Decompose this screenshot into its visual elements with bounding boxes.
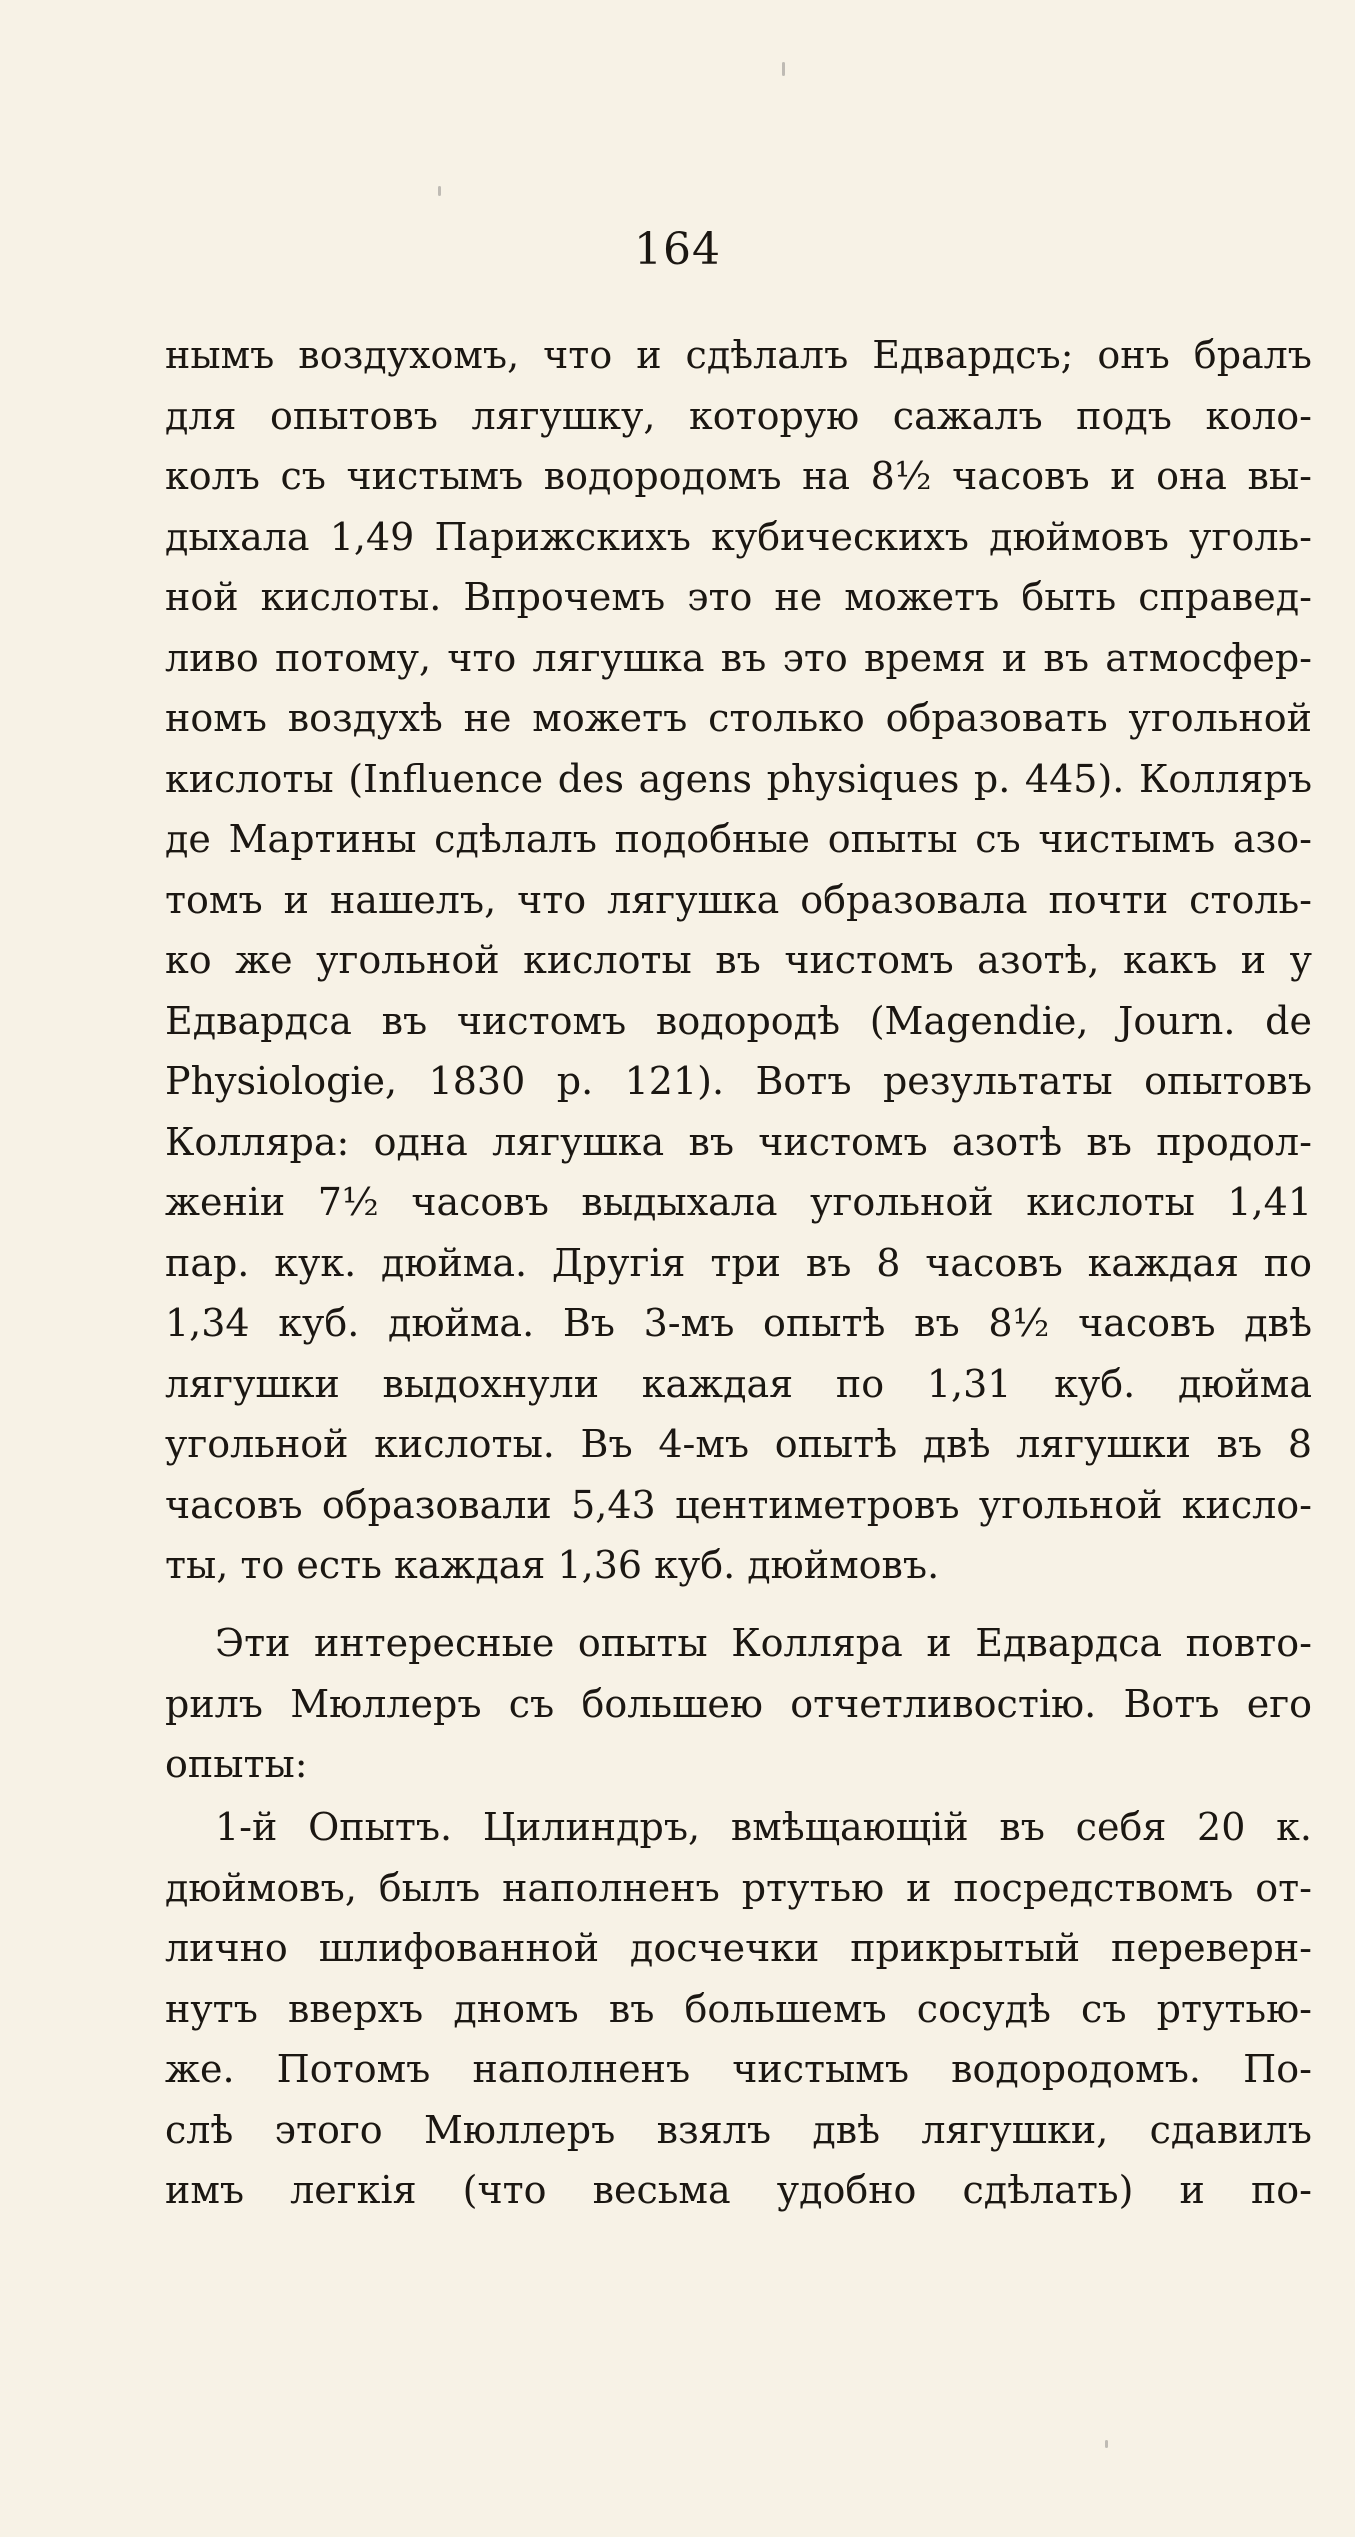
text-line: же. Потомъ наполненъ чистымъ водородомъ. По- [165, 2047, 1312, 2091]
text-line: часовъ образовали 5,43 центиметровъ угольной кисло- [165, 1482, 1312, 1527]
text-line: томъ и нашелъ, что лягушка образовала почти столь- [165, 877, 1312, 922]
text-line: 1,34 куб. дюйма. Въ 3-мъ опытѣ въ 8½ часовъ двѣ [165, 1301, 1312, 1345]
text-line: рилъ Мюллеръ съ большею отчетливостію. Вотъ его [165, 1681, 1312, 1726]
paragraph-2 [165, 1613, 1312, 1795]
text-line: Колляра: одна лягушка въ чистомъ азотѣ въ продол- [165, 1119, 1312, 1164]
text-line: дюймовъ, былъ наполненъ ртутью и посредствомъ от- [165, 1865, 1312, 1910]
text-line: 1-й Опытъ. Цилиндръ, вмѣщающій въ себя 20 к. [215, 1805, 1312, 1849]
text-line: пар. кук. дюйма. Другія три въ 8 часовъ каждая по [165, 1240, 1312, 1285]
text-line: кислоты (Influence des agens physiques p. 445). Колляръ [165, 756, 1312, 801]
paper-speck [782, 62, 785, 76]
text-line: ты, то есть каждая 1,36 куб. дюймовъ. [165, 1543, 940, 1587]
text-line: номъ воздухѣ не можетъ столько образовать угольной [165, 696, 1312, 740]
text-line: Physiologie, 1830 p. 121). Вотъ результаты опытовъ [165, 1059, 1312, 1103]
paragraph-1 [165, 325, 1312, 1596]
text-line: слѣ этого Мюллеръ взялъ двѣ лягушки, сдавилъ [165, 2107, 1312, 2152]
text-line: лично шлифованной досчечки прикрытый переверн- [165, 1926, 1312, 1970]
text-line: Эти интересные опыты Колляра и Едвардса повто- [215, 1621, 1312, 1665]
text-line: имъ легкія (что весьма удобно сдѣлать) и по- [165, 2168, 1312, 2212]
paper-speck [1105, 2440, 1108, 2448]
text-line: женіи 7½ часовъ выдыхала угольной кислоты 1,41 [165, 1180, 1312, 1224]
paragraph-3 [165, 1797, 1312, 2221]
text-line: лягушки выдохнули каждая по 1,31 куб. дюйма [165, 1361, 1312, 1406]
text-line: колъ съ чистымъ водородомъ на 8½ часовъ и она вы- [165, 454, 1312, 498]
text-line: ной кислоты. Впрочемъ это не можетъ быть справед- [165, 575, 1312, 619]
text-line: ливо потому, что лягушка въ это время и въ атмосфер- [165, 635, 1312, 680]
text-line: дыхала 1,49 Парижскихъ кубическихъ дюймовъ уголь- [165, 514, 1312, 559]
text-line: нымъ воздухомъ, что и сдѣлалъ Едвардсъ; онъ бралъ [165, 333, 1312, 377]
page-number: 164 [634, 224, 721, 275]
text-line: угольной кислоты. Въ 4-мъ опытѣ двѣ лягушки въ 8 [165, 1422, 1312, 1466]
text-line: де Мартины сдѣлалъ подобные опыты съ чистымъ азо- [165, 817, 1312, 861]
text-line: Едвардса въ чистомъ водородѣ (Magendie, Journ. de [165, 998, 1312, 1043]
text-line: опыты: [165, 1742, 308, 1786]
text-line: ко же угольной кислоты въ чистомъ азотѣ, какъ и у [165, 938, 1312, 982]
paper-speck [438, 186, 441, 196]
text-line: для опытовъ лягушку, которую сажалъ подъ коло- [165, 393, 1312, 438]
text-line: нутъ вверхъ дномъ въ большемъ сосудѣ съ ртутью- [165, 1986, 1312, 2031]
